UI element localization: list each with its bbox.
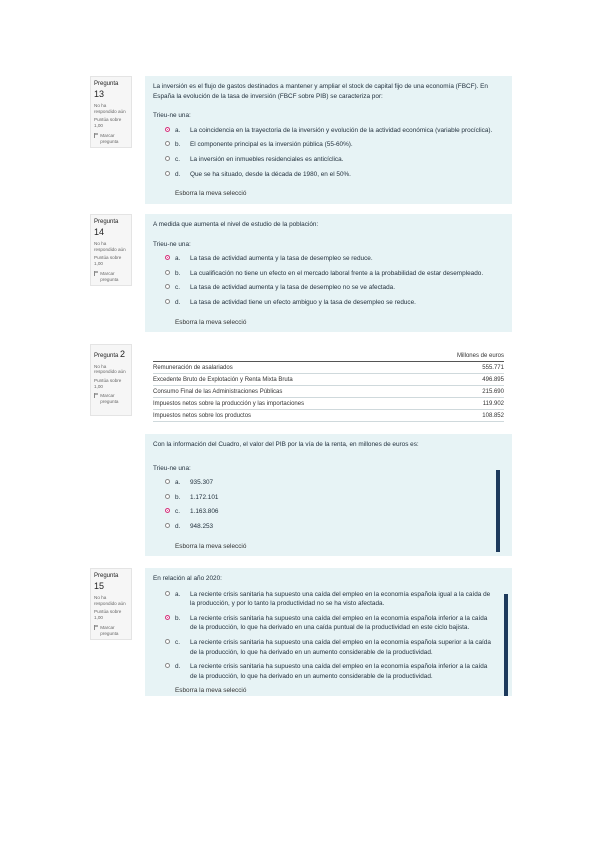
clear-selection-link[interactable]: Esborra la meva selecció xyxy=(175,687,247,695)
clear-selection-link[interactable]: Esborra la meva selecció xyxy=(175,542,247,550)
radio-button[interactable] xyxy=(165,663,170,668)
flag-question-link[interactable]: Marcar pregunta xyxy=(94,393,128,404)
radio-button-selected[interactable] xyxy=(165,508,170,513)
question-info-13 xyxy=(90,76,132,148)
question-score: Puntúa sobre 1,00 xyxy=(94,609,122,621)
answer-option-d[interactable]: d. Que se ha situado, desde la década de 1980, en el 50%. xyxy=(165,170,504,180)
question-info-14 xyxy=(90,214,132,286)
answer-option-b[interactable]: b. El componente principal es la inversión pública (55-60%). xyxy=(165,140,504,150)
data-table-area xyxy=(145,344,512,434)
question-info-15 xyxy=(90,568,132,640)
answer-option-d[interactable]: d. La reciente crisis sanitaria ha supuesto una caída del empleo en la economía española inferior a la caída de la producción, lo que ha derivado en un aumento considerable de la productividad. xyxy=(165,662,494,681)
radio-button[interactable] xyxy=(165,141,170,146)
radio-button[interactable] xyxy=(165,494,170,499)
radio-button[interactable] xyxy=(165,284,170,289)
table-header-units: Millones de euros xyxy=(421,350,504,362)
answer-option-c[interactable]: c. 1.163.806 xyxy=(165,507,504,517)
table-row: Impuestos netos sobre los productos 108.852 xyxy=(153,410,504,422)
question-number: Pregunta 2 xyxy=(94,349,126,359)
question-content-13 xyxy=(145,76,512,204)
flag-question-link[interactable]: Marcar pregunta xyxy=(94,625,128,636)
radio-button[interactable] xyxy=(165,639,170,644)
flag-icon xyxy=(94,393,98,398)
flag-icon xyxy=(94,271,98,276)
radio-button[interactable] xyxy=(165,299,170,304)
question-info-2 xyxy=(90,344,132,416)
table-row: Excedente Bruto de Explotación y Renta Mixta Bruta 496.895 xyxy=(153,374,504,386)
question-text: En relación al año 2020: xyxy=(153,575,222,582)
answer-option-a[interactable]: a. La tasa de actividad aumenta y la tasa de desempleo se reduce. xyxy=(165,254,504,264)
clear-selection-link[interactable]: Esborra la meva selecció xyxy=(175,190,247,198)
question-score: Puntúa sobre 1,00 xyxy=(94,117,122,129)
question-status: No ha respondido aún xyxy=(94,595,126,606)
question-text: La inversión es el flujo de gastos destinados a mantener y ampliar el stock de capital fijo de una economía (FBCF). En España la evolución de la tasa de inversión (FBCF sobre PIB) se caracteriza por: xyxy=(153,83,488,100)
question-score: Puntúa sobre 1,00 xyxy=(94,377,122,389)
answer-option-b[interactable]: b. La reciente crisis sanitaria ha supuesto una caída del empleo en la economía española inferior a la caída de la producción, lo que ha derivado en una caída puntual de la productividad en este ciclo bajista. xyxy=(165,614,494,633)
answer-prompt: Trieu-ne una: xyxy=(153,240,191,248)
table-row: Impuestos netos sobre la producción y las importaciones 119.902 xyxy=(153,398,504,410)
radio-button[interactable] xyxy=(165,523,170,528)
answer-option-a[interactable]: a. 935.307 xyxy=(165,478,504,488)
scrollbar-thumb[interactable] xyxy=(496,470,500,552)
radio-button[interactable] xyxy=(165,270,170,275)
answer-prompt: Trieu-ne una: xyxy=(153,464,191,472)
radio-button-selected[interactable] xyxy=(165,615,170,620)
question-status: No ha respondido aún xyxy=(94,363,126,375)
answer-option-a[interactable]: a. La reciente crisis sanitaria ha supuesto una caída del empleo en la economía española igual a la caída de la producción, y por lo tanto la productividad no se ha visto afectada. xyxy=(165,590,494,609)
flag-icon xyxy=(94,133,98,138)
question-score: Puntúa sobre 1,00 xyxy=(94,255,122,267)
clear-selection-link[interactable]: Esborra la meva selecció xyxy=(175,318,247,326)
table-row: Remuneración de asalariados 555.771 xyxy=(153,362,504,374)
table-row: Consumo Final de las Administraciones Públicas 215.690 xyxy=(153,386,504,398)
flag-icon xyxy=(94,625,98,630)
answer-option-b[interactable]: b. 1.172.101 xyxy=(165,493,504,503)
answer-option-c[interactable]: c. La reciente crisis sanitaria ha supuesto una caída del empleo en la economía española superior a la caída de la producción, lo que ha derivado en un aumento considerable de la productividad. xyxy=(165,638,494,657)
question-content-14 xyxy=(145,214,512,332)
answer-option-c[interactable]: c. La inversión en inmuebles residenciales es anticíclica. xyxy=(165,155,504,165)
question-status: No ha respondido aún xyxy=(94,241,126,252)
answer-option-d[interactable]: d. 948.253 xyxy=(165,522,504,532)
answer-option-c[interactable]: c. La tasa de actividad aumenta y la tasa de desempleo no se ve afectada. xyxy=(165,283,504,293)
answer-option-a[interactable]: a. La coincidencia en la trayectoria de la inversión y evolución de la actividad económica (variable procíclica). xyxy=(165,126,504,136)
question-number: Pregunta 13 xyxy=(94,81,119,99)
radio-button[interactable] xyxy=(165,156,170,161)
question-text: Con la información del Cuadro, el valor del PIB por la vía de la renta, en millones de euros es: xyxy=(153,441,419,448)
question-number: Pregunta 15 xyxy=(94,573,119,591)
table-header-row xyxy=(153,350,504,362)
scrollbar-thumb[interactable] xyxy=(504,594,508,696)
question-content-2 xyxy=(145,434,512,556)
radio-button[interactable] xyxy=(165,171,170,176)
radio-button-selected[interactable] xyxy=(165,255,170,260)
answer-prompt: Trieu-ne una: xyxy=(153,112,191,120)
answer-option-b[interactable]: b. La cualificación no tiene un efecto en el mercado laboral frente a la probabilidad de estar desempleado. xyxy=(165,269,504,279)
flag-question-link[interactable]: Marcar pregunta xyxy=(94,271,128,282)
question-status: No ha respondido aún xyxy=(94,103,126,114)
radio-button[interactable] xyxy=(165,591,170,596)
question-text: A medida que aumenta el nivel de estudio de la población: xyxy=(153,221,319,228)
radio-button[interactable] xyxy=(165,479,170,484)
radio-button-selected[interactable] xyxy=(165,127,170,132)
question-content-15 xyxy=(145,568,512,696)
question-number: Pregunta 14 xyxy=(94,219,119,237)
gdp-data-table xyxy=(153,350,504,422)
answer-option-d[interactable]: d. La tasa de actividad tiene un efecto ambiguo y la tasa de desempleo se reduce. xyxy=(165,298,504,308)
flag-question-link[interactable]: Marcar pregunta xyxy=(94,133,128,144)
